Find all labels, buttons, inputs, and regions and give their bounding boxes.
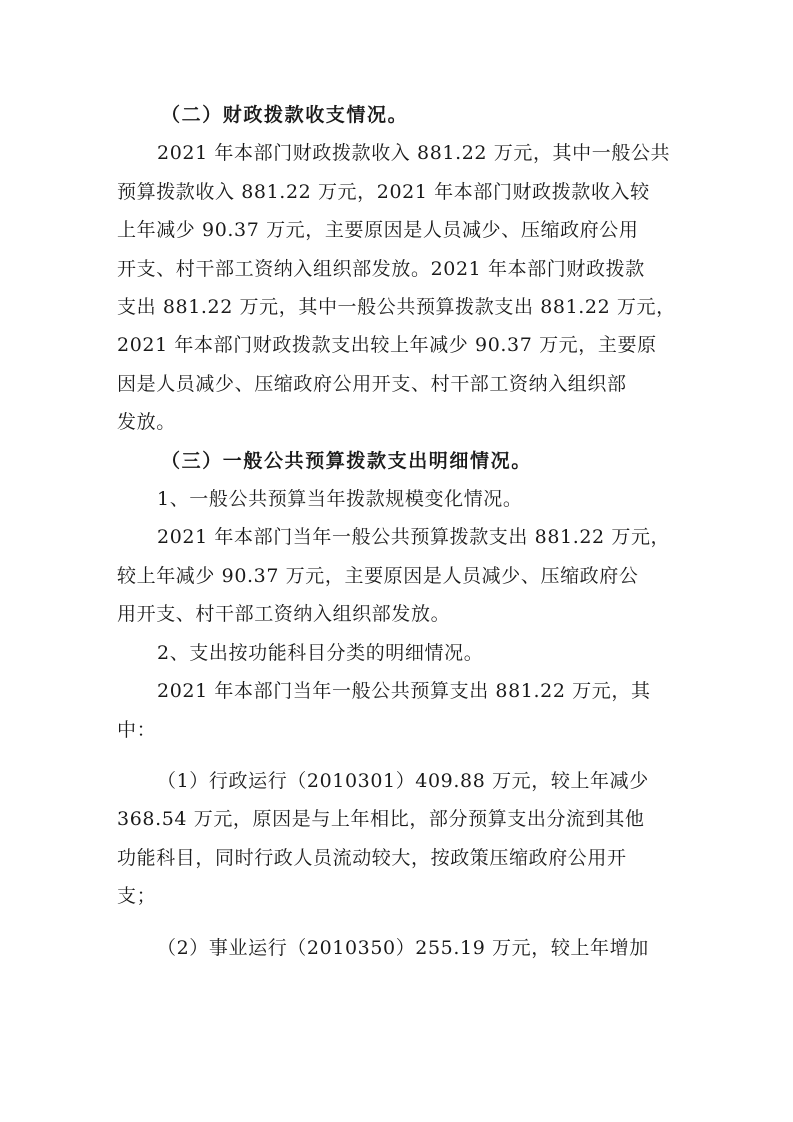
paragraph-line: （1）行政运行（2010301）409.88 万元，较上年减少 <box>157 769 649 792</box>
paragraph-line: 368.54 万元，原因是与上年相比，部分预算支出分流到其他 <box>117 808 645 831</box>
paragraph-line: 开支、村干部工资纳入组织部发放。2021 年本部门财政拨款 <box>117 257 645 280</box>
item-title: 1、一般公共预算当年拨款规模变化情况。 <box>157 488 523 511</box>
section-heading-general-budget-details: （三）一般公共预算拨款支出明细情况。 <box>161 449 532 472</box>
paragraph-line: 2021 年本部门当年一般公共预算拨款支出 881.22 万元， <box>157 526 671 549</box>
spacer <box>117 749 677 762</box>
section-heading-fiscal-appropriation: （二）财政拨款收支情况。 <box>161 104 409 126</box>
paragraph-line: 较上年减少 90.37 万元，主要原因是人员减少、压缩政府公 <box>117 564 639 587</box>
paragraph-line: 功能科目，同时行政人员流动较大，按政策压缩政府公用开 <box>117 846 627 869</box>
paragraph-line: 因是人员减少、压缩政府公用开支、村干部工资纳入组织部 <box>117 372 627 395</box>
item-title: 2、支出按功能科目分类的明细情况。 <box>157 641 484 664</box>
paragraph-line: （2）事业运行（2010350）255.19 万元，较上年增加 <box>157 936 649 959</box>
paragraph-line: 发放。 <box>117 411 176 434</box>
paragraph-line: 预算拨款收入 881.22 万元，2021 年本部门财政拨款收入较 <box>117 180 650 203</box>
paragraph-line: 上年减少 90.37 万元，主要原因是人员减少、压缩政府公用 <box>117 219 639 242</box>
paragraph-line: 2021 年本部门财政拨款收入 881.22 万元，其中一般公共 <box>157 142 671 165</box>
spacer <box>117 916 677 929</box>
paragraph-line: 支出 881.22 万元，其中一般公共预算拨款支出 881.22 万元， <box>117 296 676 319</box>
paragraph-line: 支； <box>117 885 157 908</box>
paragraph-line: 2021 年本部门当年一般公共预算支出 881.22 万元，其 <box>157 680 651 703</box>
paragraph-line: 2021 年本部门财政拨款支出较上年减少 90.37 万元，主要原 <box>117 334 657 357</box>
document-body <box>117 96 677 967</box>
paragraph-line: 中： <box>117 718 157 741</box>
paragraph-line: 用开支、村干部工资纳入组织部发放。 <box>117 603 451 626</box>
